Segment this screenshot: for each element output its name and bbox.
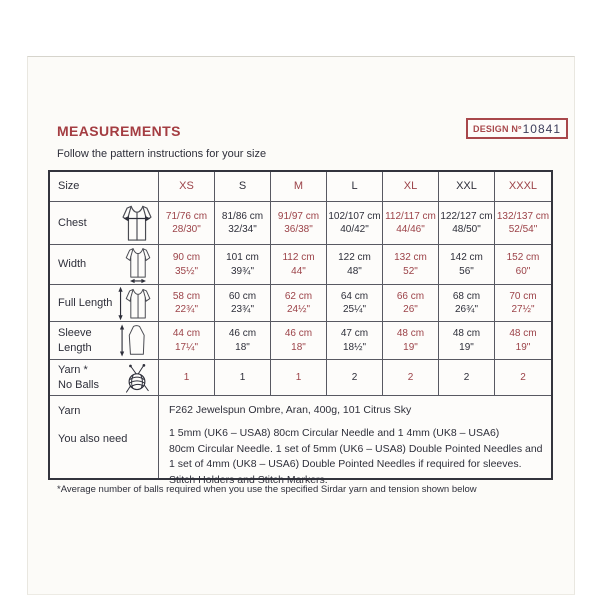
full-length-xxl: 68 cm 26¾" <box>439 285 495 322</box>
chest-label: Chest <box>58 216 87 229</box>
width-xl: 132 cm 52" <box>383 245 439 285</box>
chest-s: 81/86 cm 32/34" <box>215 202 271 245</box>
balls-xxxl: 2 <box>495 360 551 396</box>
row-label-width <box>50 245 159 285</box>
balls-xs: 1 <box>159 360 215 396</box>
also-need-label: You also need <box>58 432 128 445</box>
sleeve-length-xxl: 48 cm 19" <box>439 322 495 360</box>
width-xs: 90 cm 35½" <box>159 245 215 285</box>
width-xxxl: 152 cm 60" <box>495 245 551 285</box>
col-header-xxl: XXL <box>439 172 495 202</box>
row-label-yarn-balls <box>50 360 159 396</box>
design-number-label: DESIGN Nº <box>473 123 522 134</box>
col-header-xxxl: XXXL <box>495 172 551 202</box>
info-content-cell <box>159 396 551 486</box>
balls-s: 1 <box>215 360 271 396</box>
col-header-m: M <box>271 172 327 202</box>
full-length-m: 62 cm 24½" <box>271 285 327 322</box>
full-length-l: 64 cm 25¼" <box>327 285 383 322</box>
col-header-xl: XL <box>383 172 439 202</box>
balls-l: 2 <box>327 360 383 396</box>
balls-xl: 2 <box>383 360 439 396</box>
sleeve-length-xl: 48 cm 19" <box>383 322 439 360</box>
also-need-line-3: 1 set of 4mm (UK8 – USA6) Double Pointed Needles if required for sleeves. <box>169 458 522 471</box>
width-s: 101 cm 39¾" <box>215 245 271 285</box>
chest-l: 102/107 cm 40/42" <box>327 202 383 245</box>
sleeve-length-xxxl: 48 cm 19" <box>495 322 551 360</box>
chest-xl: 112/117 cm 44/46" <box>383 202 439 245</box>
row-label-chest <box>50 202 159 245</box>
also-need-line-2: 80cm Circular Needle. 1 set of 5mm (UK6 – USA8) Double Pointed Needles and <box>169 442 543 455</box>
col-header-l: L <box>327 172 383 202</box>
instructions-subtitle: Follow the pattern instructions for your size <box>57 148 267 160</box>
sleeve-length-l: 47 cm 18½" <box>327 322 383 360</box>
sleeve-length-xs: 44 cm 17¼" <box>159 322 215 360</box>
width-label: Width <box>58 258 87 271</box>
row-label-sleeve-length <box>50 322 159 360</box>
sweater-vertical-arrow-icon <box>115 286 155 321</box>
full-length-xxxl: 70 cm 27½" <box>495 285 551 322</box>
width-l: 122 cm 48" <box>327 245 383 285</box>
full-length-label: Full Length <box>58 296 113 309</box>
balls-xxl: 2 <box>439 360 495 396</box>
chest-m: 91/97 cm 36/38" <box>271 202 327 245</box>
sweater-hem-arrow-icon <box>121 246 155 284</box>
size-table <box>48 170 553 486</box>
full-length-xl: 66 cm 26" <box>383 285 439 322</box>
yarn-ball-needles-icon <box>119 361 155 394</box>
chest-xs: 71/76 cm 28/30" <box>159 202 215 245</box>
width-xxl: 142 cm 56" <box>439 245 495 285</box>
also-need-line-1: 1 5mm (UK6 – USA8) 80cm Circular Needle and 1 4mm (UK8 – USA6) <box>169 426 500 439</box>
full-length-s: 60 cm 23¾" <box>215 285 271 322</box>
col-header-xs: XS <box>159 172 215 202</box>
chest-xxxl: 132/137 cm 52/54" <box>495 202 551 245</box>
yarn-balls-label: Yarn * No Balls <box>58 363 99 391</box>
yarn-description: F262 Jewelspun Ombre, Aran, 400g, 101 Citrus Sky <box>169 404 412 416</box>
also-need-line-4: Stitch Holders and Stitch Markers. <box>169 474 328 486</box>
col-header-size: Size <box>50 172 159 202</box>
page-title: MEASUREMENTS <box>57 123 181 139</box>
sleeve-length-label: Sleeve Length <box>58 326 92 354</box>
full-length-xs: 58 cm 22¾" <box>159 285 215 322</box>
info-labels-cell <box>50 396 159 478</box>
sleeve-vertical-arrow-icon <box>115 323 155 358</box>
sleeve-length-s: 46 cm 18" <box>215 322 271 360</box>
chest-xxl: 122/127 cm 48/50" <box>439 202 495 245</box>
design-number-value: 10841 <box>522 121 561 136</box>
balls-footnote: *Average number of balls required when you use the specified Sirdar yarn and tension shown below <box>57 484 477 495</box>
design-number-box <box>466 118 568 139</box>
yarn-info-label: Yarn <box>58 405 81 417</box>
sleeve-length-m: 46 cm 18" <box>271 322 327 360</box>
sweater-chest-arrow-icon <box>119 203 155 243</box>
col-header-s: S <box>215 172 271 202</box>
width-m: 112 cm 44" <box>271 245 327 285</box>
balls-m: 1 <box>271 360 327 396</box>
row-label-full-length <box>50 285 159 322</box>
